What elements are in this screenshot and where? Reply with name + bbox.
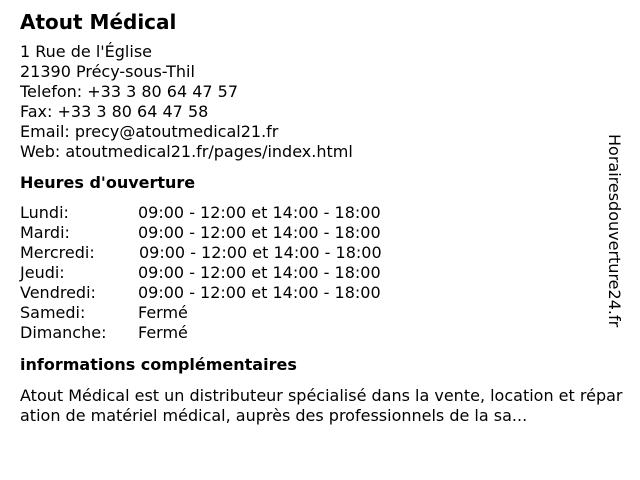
hours-day: Mardi: xyxy=(20,223,70,242)
hours-day: Lundi: xyxy=(20,203,69,222)
opening-hours-table xyxy=(20,203,620,343)
hours-time: 09:00 - 12:00 et 14:00 - 18:00 xyxy=(138,203,381,222)
hours-day: Vendredi: xyxy=(20,283,96,302)
address-city: 21390 Précy-sous-Thil xyxy=(20,62,195,81)
website-url: Web: atoutmedical21.fr/pages/index.html xyxy=(20,142,353,161)
business-name: Atout Médical xyxy=(20,10,177,34)
hours-day: Jeudi: xyxy=(20,263,65,282)
additional-info-heading: informations complémentaires xyxy=(20,355,297,374)
fax-number: Fax: +33 3 80 64 47 58 xyxy=(20,102,209,121)
hours-day: Dimanche: xyxy=(20,323,107,342)
hours-day: Samedi: xyxy=(20,303,86,322)
hours-row-jeudi xyxy=(20,263,620,283)
business-description: Atout Médical est un distributeur spécialisé dans la vente, location et réparation de matériel médical, auprès des professionnels de la sa... xyxy=(20,386,623,425)
opening-hours-heading: Heures d'ouverture xyxy=(20,173,196,192)
address-street: 1 Rue de l'Église xyxy=(20,42,152,61)
email-address: Email: precy@atoutmedical21.fr xyxy=(20,122,279,141)
hours-time: 09:00 - 12:00 et 14:00 - 18:00 xyxy=(138,223,381,242)
contact-block xyxy=(20,42,620,162)
hours-time: Fermé xyxy=(138,303,188,322)
hours-row-mercredi xyxy=(20,243,620,263)
hours-row-samedi xyxy=(20,303,620,323)
phone-number: Telefon: +33 3 80 64 47 57 xyxy=(20,82,239,101)
hours-day: Mercredi: xyxy=(20,243,95,262)
hours-row-lundi xyxy=(20,203,620,223)
hours-row-vendredi xyxy=(20,283,620,303)
business-card xyxy=(20,10,623,426)
hours-row-mardi xyxy=(20,223,620,243)
hours-time: Fermé xyxy=(138,323,188,342)
hours-time: 09:00 - 12:00 et 14:00 - 18:00 xyxy=(138,283,381,302)
side-brand-label: Horairesdouverture24.fr xyxy=(605,134,624,328)
hours-time: 09:00 - 12:00 et 14:00 - 18:00 xyxy=(138,263,381,282)
hours-time: 09:00 - 12:00 et 14:00 - 18:00 xyxy=(139,243,382,262)
hours-row-dimanche xyxy=(20,323,620,343)
